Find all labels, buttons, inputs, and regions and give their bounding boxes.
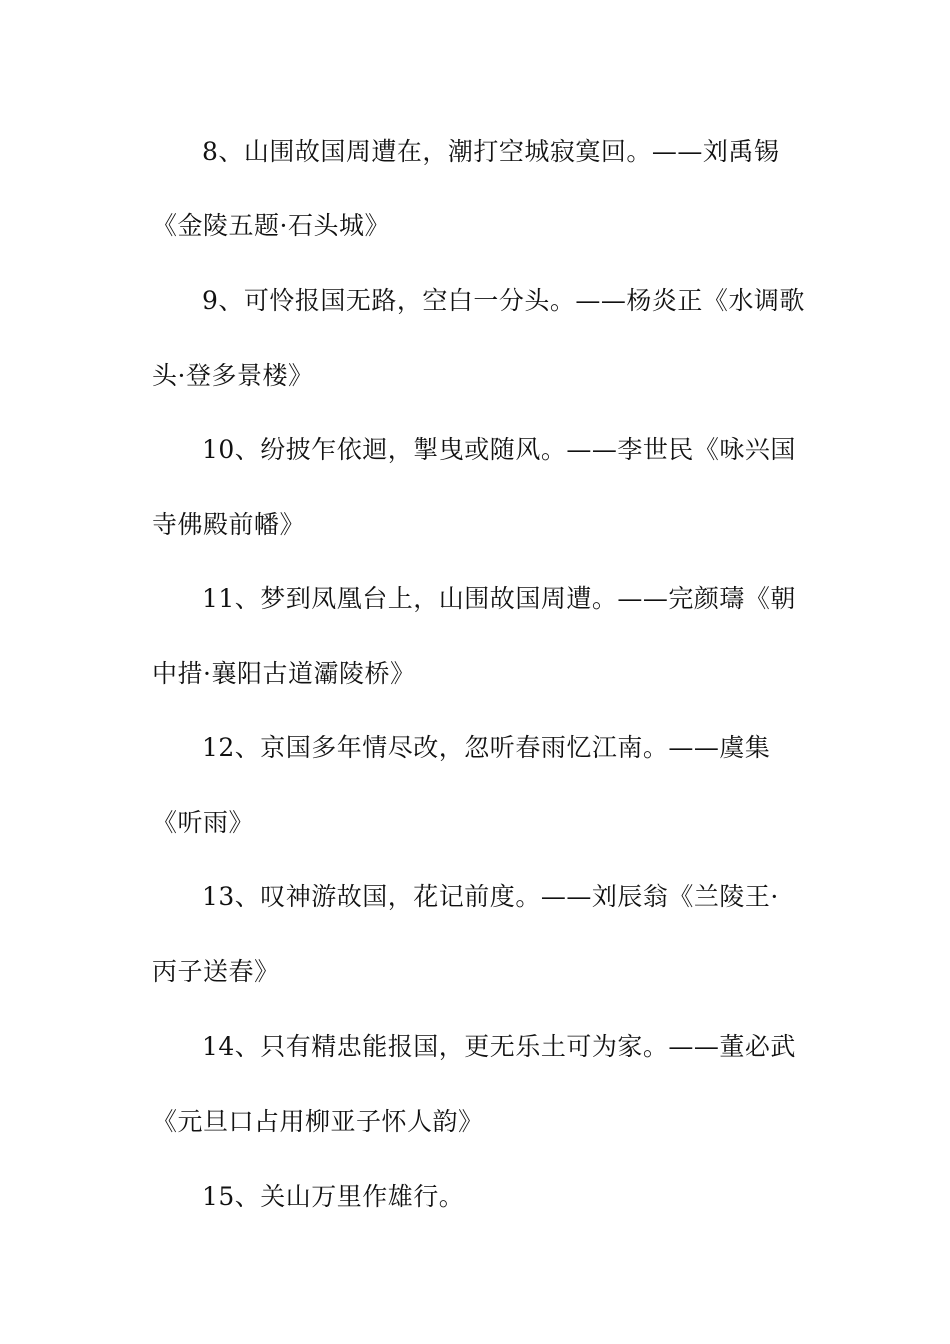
text-line: 头·登多景楼》	[152, 361, 314, 390]
text-line: 15、关山万里作雄行。	[202, 1182, 465, 1211]
text-line: 寺佛殿前幡》	[152, 510, 306, 539]
text-line: 丙子送春》	[152, 957, 280, 986]
text-line: 8、山围故国周遭在，潮打空城寂寞回。——刘禹锡	[202, 137, 780, 166]
text-line: 14、只有精忠能报国，更无乐土可为家。——董必武	[202, 1032, 796, 1061]
text-line: 《金陵五题·石头城》	[152, 211, 390, 240]
text-line: 10、纷披乍依迴，掣曳或随风。——李世民《咏兴国	[202, 435, 796, 464]
text-line: 12、京国多年情尽改，忽听春雨忆江南。——虞集	[202, 733, 771, 762]
text-line: 11、梦到凤凰台上，山围故国周遭。——完颜璹《朝	[202, 584, 796, 613]
text-line: 《元旦口占用柳亚子怀人韵》	[152, 1107, 484, 1136]
text-line: 中措·襄阳古道灞陵桥》	[152, 659, 416, 688]
text-line: 《听雨》	[152, 808, 255, 837]
text-line: 13、叹神游故国，花记前度。——刘辰翁《兰陵王·	[202, 882, 779, 911]
text-line: 9、可怜报国无路，空白一分头。——杨炎正《水调歌	[202, 286, 805, 315]
